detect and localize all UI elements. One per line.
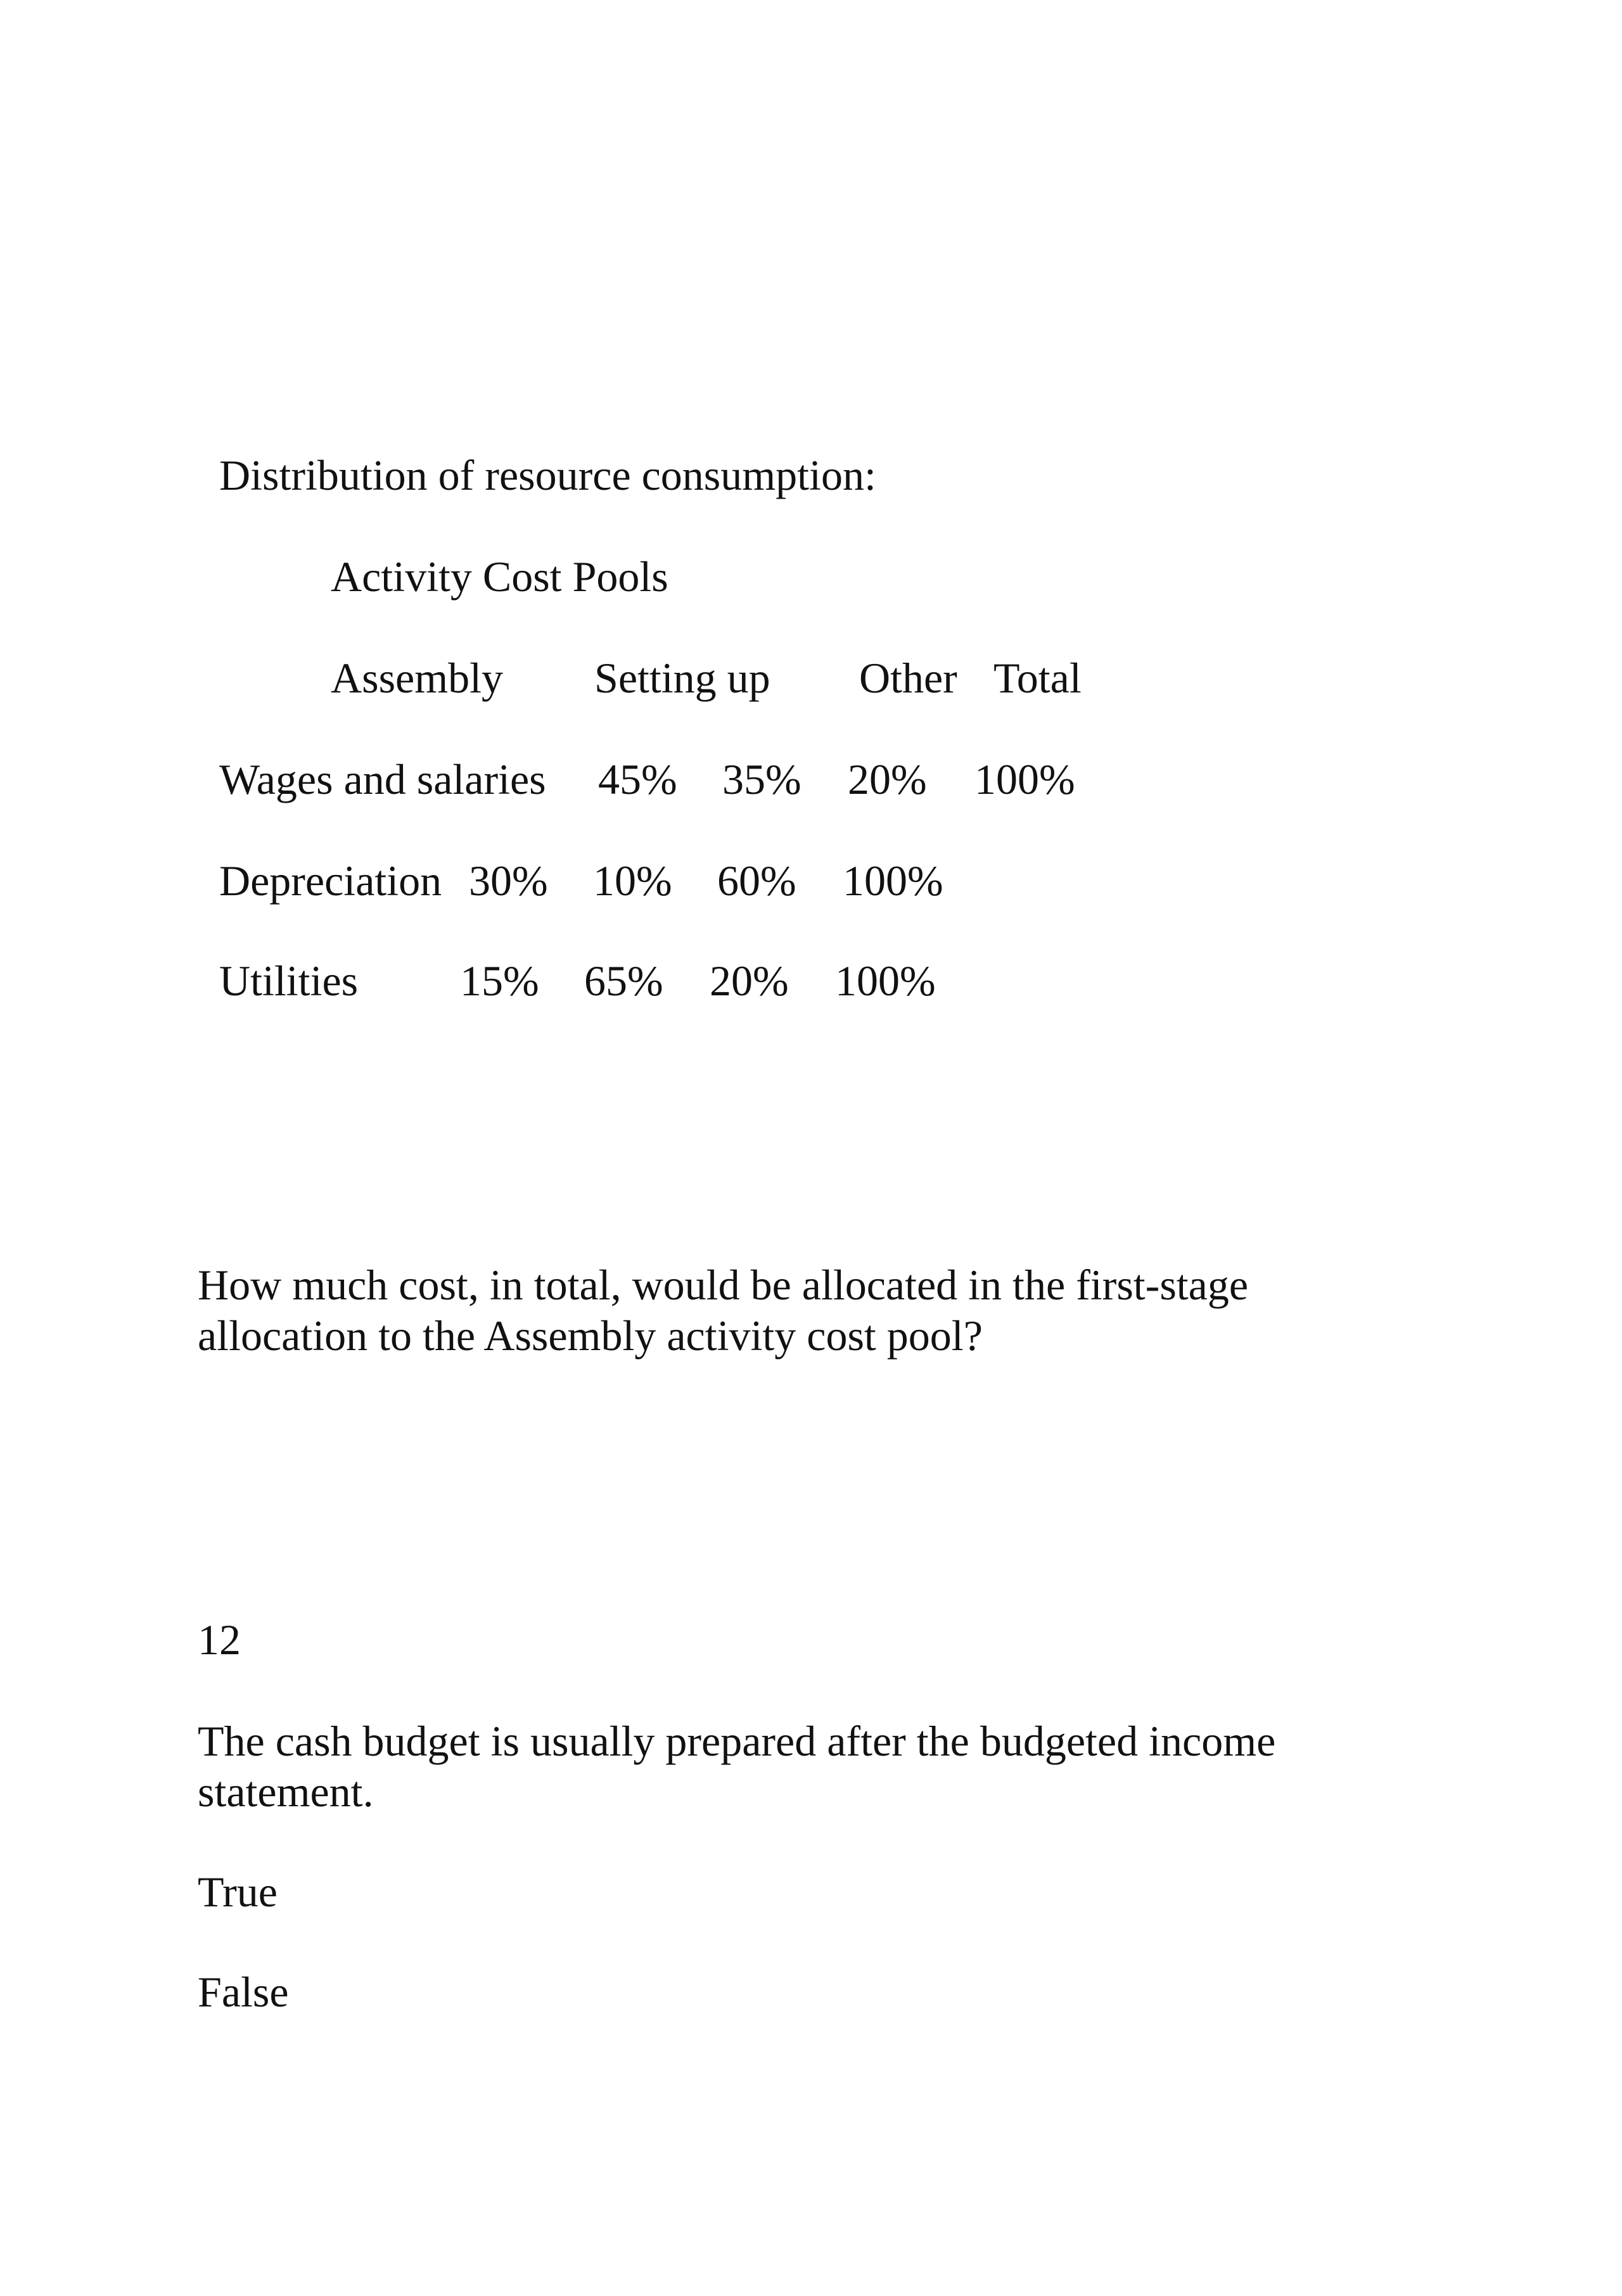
- row-value: 30%: [469, 857, 548, 905]
- header-setting-up: Setting up: [594, 654, 770, 702]
- row-value: 100%: [843, 857, 943, 905]
- row-value: 35%: [722, 755, 801, 803]
- header-total: Total: [993, 654, 1082, 702]
- row-label: Depreciation: [219, 857, 442, 905]
- row-value: 20%: [710, 957, 789, 1005]
- row-value: 60%: [717, 857, 796, 905]
- question-line: statement.: [198, 1768, 374, 1816]
- question-line: How much cost, in total, would be allocated in the first-stage: [198, 1261, 1249, 1309]
- row-value: 100%: [835, 957, 936, 1005]
- distribution-heading: Distribution of resource consumption:: [219, 451, 876, 499]
- question-line: The cash budget is usually prepared after the budgeted income: [198, 1717, 1276, 1765]
- header-other: Other: [859, 654, 957, 702]
- header-assembly: Assembly: [331, 654, 503, 702]
- row-label: Utilities: [219, 957, 359, 1005]
- answer-option-true[interactable]: True: [198, 1868, 278, 1916]
- row-value: 10%: [593, 857, 672, 905]
- row-value: 45%: [598, 755, 677, 803]
- row-value: 65%: [584, 957, 663, 1005]
- row-label: Wages and salaries: [219, 755, 546, 803]
- question-line: allocation to the Assembly activity cost pool?: [198, 1311, 983, 1360]
- row-value: 20%: [848, 755, 927, 803]
- row-value: 100%: [974, 755, 1075, 803]
- activity-cost-pools-heading: Activity Cost Pools: [331, 552, 668, 601]
- question-number: 12: [198, 1616, 241, 1664]
- answer-option-false[interactable]: False: [198, 1968, 289, 2016]
- row-value: 15%: [460, 957, 539, 1005]
